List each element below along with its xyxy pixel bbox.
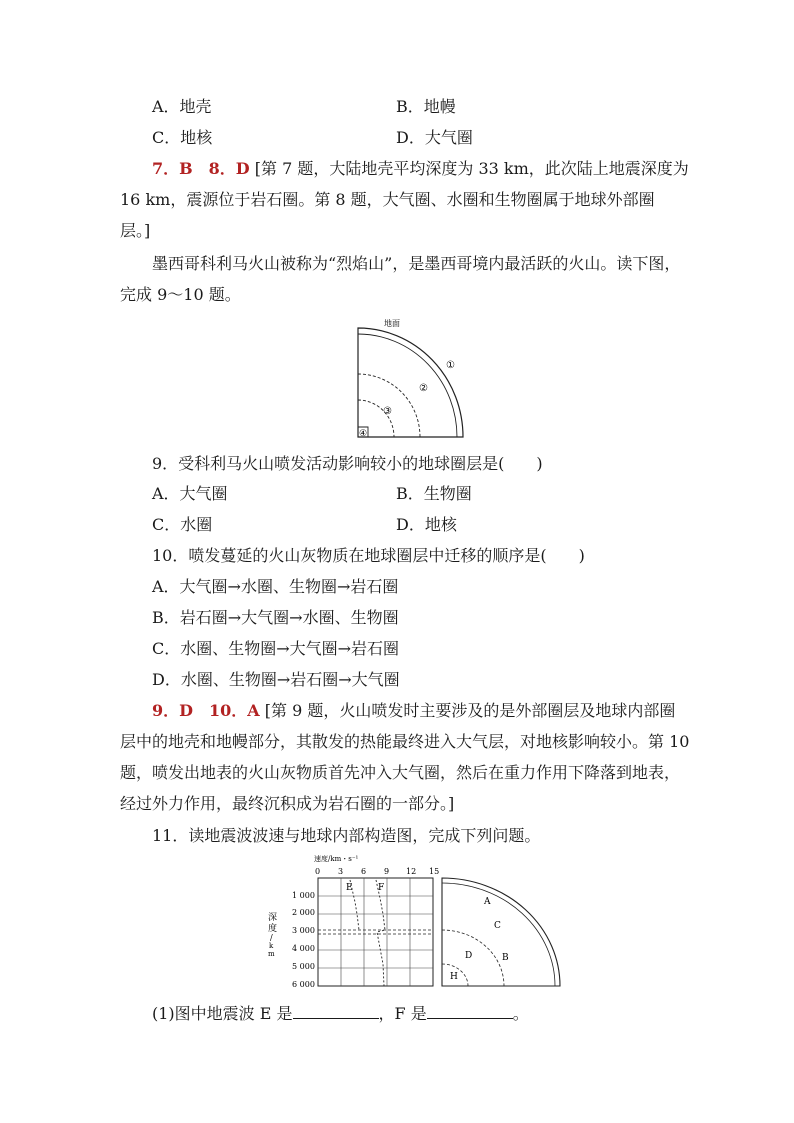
wave-f-label: F: [378, 883, 385, 893]
layer-a-label: A: [484, 897, 491, 907]
explanation-text: [第 9 题，火山喷发时主要涉及的是外部圈层及地球内部圈: [264, 701, 676, 720]
layer-c-label: C: [494, 921, 501, 931]
speed-tick: 3: [338, 867, 344, 876]
answer-9-10: [152, 701, 675, 721]
answer-label: 7．B 8．D: [152, 159, 250, 178]
explanation-line: 16 km，震源位于岩石圈。第 8 题，大气圈、水圈和生物圈属于地球外部圈: [120, 190, 655, 209]
wave-e-label: E: [346, 883, 353, 893]
depth-tick: 5 000: [292, 962, 315, 971]
question-10-stem: 10．喷发蔓延的火山灰物质在地球圈层中迁移的顺序是( ): [152, 546, 585, 565]
grid-lines: [318, 878, 433, 986]
depth-axis-label-char: 深: [268, 913, 278, 923]
crust-outline: [358, 328, 463, 437]
explanation-line: 层中的地壳和地幔部分，其散发的热能最终进入大气层，对地核影响较小。第 10: [120, 732, 690, 751]
moho-line: [442, 883, 555, 986]
layer-marker-1: ①: [446, 360, 455, 371]
depth-tick: 6 000: [292, 980, 315, 989]
speed-tick: 9: [384, 867, 390, 876]
inner-boundary-line: [358, 334, 457, 437]
explanation-line: 题，喷发出地表的火山灰物质首先冲入大气圈，然后在重力作用下降落到地表，: [120, 763, 681, 782]
depth-tick: 4 000: [292, 944, 315, 953]
earth-section-figure: [350, 316, 470, 440]
option-a: A．大气圈→水圈、生物圈→岩石圈: [152, 577, 399, 596]
explanation-text: [第 7 题，大陆地壳平均深度为 33 km，此次陆上地震深度为: [254, 159, 689, 178]
seismic-wave-figure: [262, 852, 567, 992]
speed-tick: 0: [315, 867, 321, 876]
option-a: A．大气圈: [152, 484, 228, 503]
option-b: B．生物圈: [396, 484, 472, 503]
speed-tick: 6: [361, 867, 367, 876]
answer-blank-f[interactable]: [427, 1002, 513, 1019]
layer-d-label: D: [465, 951, 473, 961]
layer-marker-2: ②: [419, 383, 428, 394]
depth-axis-label-char: 度: [268, 924, 278, 934]
option-c: C．水圈、生物圈→大气圈→岩石圈: [152, 639, 400, 658]
option-d: D．水圈、生物圈→岩石圈→大气圈: [152, 670, 400, 689]
depth-tick: 2 000: [292, 908, 315, 917]
layer-marker-3: ③: [383, 406, 392, 417]
sub-question-text: ，F 是: [378, 1004, 427, 1023]
answer-7-8: [152, 159, 689, 179]
intro-text: 完成 9～10 题。: [120, 285, 241, 304]
option-a: A．地壳: [152, 97, 212, 116]
option-d: D．地核: [396, 515, 457, 534]
layer-b-label: B: [502, 953, 509, 963]
chart-frame: [318, 878, 433, 986]
answer-blank-e[interactable]: [293, 1002, 379, 1019]
speed-axis-label: 速度/km・s⁻¹: [314, 855, 359, 863]
depth-axis-label-char: /: [270, 933, 273, 942]
option-c: C．地核: [152, 128, 213, 147]
sub-question-text: (1)图中地震波 E 是: [152, 1004, 293, 1023]
layer-marker-4: ④: [359, 429, 368, 439]
depth-tick: 1 000: [292, 891, 315, 900]
sub-question-1: [152, 1002, 529, 1024]
option-b: B．地幔: [396, 97, 456, 116]
depth-axis-label-char: k: [269, 942, 274, 950]
speed-tick: 12: [406, 867, 417, 876]
explanation-line: 经过外力作用，最终沉积成为岩石圈的一部分。]: [120, 794, 455, 813]
question-9-stem: 9．受科利马火山喷发活动影响较小的地球圈层是( ): [152, 454, 543, 473]
sub-question-text: 。: [512, 1004, 529, 1023]
depth-axis-label-char: m: [268, 950, 275, 958]
boundary-lines: [318, 930, 433, 934]
surface-label: 地面: [384, 319, 400, 328]
option-d: D．大气圈: [396, 128, 473, 147]
layer-h-label: H: [450, 972, 458, 982]
question-11-stem: 11．读地震波波速与地球内部构造图，完成下列问题。: [152, 826, 541, 845]
depth-tick: 3 000: [292, 926, 315, 935]
explanation-line: 层。]: [120, 221, 151, 240]
option-c: C．水圈: [152, 515, 213, 534]
option-b: B．岩石圈→大气圈→水圈、生物圈: [152, 608, 399, 627]
intro-text: 墨西哥科利马火山被称为“烈焰山”，是墨西哥境内最活跃的火山。读下图，: [152, 254, 681, 273]
answer-label: 9．D 10．A: [152, 701, 260, 720]
speed-tick: 15: [429, 867, 440, 876]
